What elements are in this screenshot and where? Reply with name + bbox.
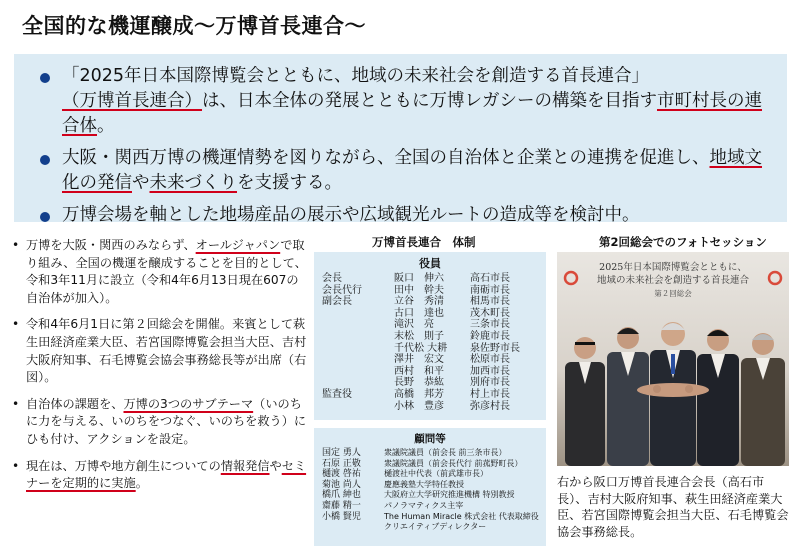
- advisor-name: 菊池 尚人: [322, 479, 361, 490]
- bullet-icon: •: [12, 396, 20, 411]
- detail-point: [8, 396, 308, 449]
- photo-session-image: [557, 252, 789, 466]
- officer-role: 監査役: [322, 388, 352, 400]
- officer-role: [320, 343, 392, 355]
- advisor-position: 慶應義塾大学特任教授: [384, 479, 464, 489]
- advisor-position: 樋渡社中代表（前武雄市長）: [384, 469, 488, 479]
- text-run: （いのちに力を与える、いのちをつなぐ、いのちを救う）にひも付け、アクションを設定。: [26, 396, 307, 446]
- officers-box: [314, 252, 546, 420]
- underlined-phrase: オールジャパン: [195, 238, 281, 252]
- advisor-row: [320, 448, 541, 459]
- officer-position: 村上市長: [470, 388, 510, 400]
- officer-role: [320, 331, 392, 343]
- officer-position: 加西市長: [470, 365, 510, 377]
- text-run: 大阪・関西万博の機運情勢を図りながら、全国の自治体と企業との連携を促進し、: [62, 148, 710, 168]
- text-run: 。: [97, 116, 115, 136]
- text-run: 現在は、万博や地方創生についての: [26, 458, 221, 473]
- summary-box: [14, 54, 787, 225]
- summary-list: [32, 64, 777, 235]
- officer-name: 古口 達也: [394, 307, 444, 319]
- advisor-position: The Human Miracle 株式会社 代表取締役: [384, 511, 539, 521]
- officer-row: [320, 273, 522, 285]
- officers-heading: 役員: [419, 257, 441, 270]
- officer-name: 高橋 邦芳: [394, 388, 444, 400]
- advisors-table: [320, 448, 541, 533]
- text-run: 万博を大阪・関西のみならず、: [26, 238, 196, 252]
- officer-name: 長野 恭紘: [394, 377, 444, 389]
- officer-row: [320, 389, 522, 401]
- advisor-position: 衆議院議員（前会長 前三条市長）: [384, 448, 507, 457]
- officer-role: [320, 377, 392, 389]
- officer-role: 副会長: [322, 296, 352, 308]
- officer-position: 三条市長: [470, 319, 510, 331]
- advisor-row: [320, 459, 541, 470]
- text-run: 万博会場を軸とした地場産品の展示や広域観光ルートの造成等を検討中。: [62, 205, 640, 225]
- underlined-phrase: 未来づくり: [149, 173, 237, 193]
- organization-title: 万博首長連合 体制: [372, 235, 476, 249]
- detail-point: [8, 316, 308, 386]
- officer-name: 澤井 宏文: [394, 354, 444, 366]
- officer-role: [320, 319, 392, 331]
- officer-role: [320, 354, 392, 366]
- advisor-row: [320, 490, 541, 501]
- slide-title: 全国的な機運醸成～万博首長連合～: [22, 14, 366, 38]
- officer-name: 小林 豊彦: [394, 400, 444, 412]
- officer-row: [320, 308, 522, 320]
- summary-point: [32, 203, 777, 228]
- text-run: 。: [135, 476, 148, 491]
- officer-role: [320, 308, 392, 320]
- bullet-dot-icon: [40, 73, 50, 83]
- underlined-phrase: 情報発信: [220, 458, 270, 473]
- officer-position: 別府市長: [470, 377, 510, 389]
- officer-role: 会長: [322, 273, 342, 284]
- officer-role: [320, 401, 392, 413]
- advisors-box: [314, 428, 546, 546]
- officer-role: [320, 366, 392, 378]
- text-run: 令和4年6月1日に第２回総会を開催。来賓として萩生田経済産業大臣、若宮国際博覧会担当大臣、吉村大阪府知事、石毛博覧会協会事務総長等が出席（右図）。: [26, 317, 307, 385]
- bullet-icon: •: [12, 238, 20, 252]
- officer-position: 松原市長: [470, 354, 510, 366]
- advisor-name: 樋渡 啓祐: [322, 469, 361, 480]
- text-run: や: [269, 458, 282, 473]
- officer-row: [320, 285, 522, 297]
- officer-position: 泉佐野市長: [470, 342, 520, 354]
- detail-point: [8, 237, 308, 307]
- banner-line-3: 第２回総会: [654, 289, 692, 298]
- advisor-position: 大阪府立大学研究推進機構 特別教授: [384, 490, 515, 500]
- text-run: で取り組み、全国の機運を醸成することを目的として、令和3年11月に設立（令和4年6月13日現在607の自治体が加入）。: [26, 238, 307, 305]
- bullet-icon: •: [12, 317, 20, 332]
- joined-hands: [637, 383, 709, 397]
- advisor-name: 国定 勇人: [322, 448, 361, 458]
- summary-point: [32, 146, 777, 196]
- underlined-phrase: 万博の3つのサブテーマ: [123, 396, 254, 411]
- officer-role: 会長代行: [322, 284, 362, 296]
- officer-row: [320, 331, 522, 343]
- details-list: [8, 237, 308, 502]
- bullet-dot-icon: [40, 155, 50, 165]
- officer-name: 末松 則子: [394, 330, 444, 342]
- text-run: を支援する。: [237, 173, 342, 193]
- underlined-phrase: （万博首長連合）: [62, 91, 202, 111]
- officer-name: 阪口 伸六: [394, 273, 444, 284]
- officer-position: 弥彦村長: [470, 400, 510, 412]
- underlined-phrase: 地域文化の発信: [62, 148, 762, 193]
- officer-row: [320, 377, 522, 389]
- officer-row: [320, 319, 522, 331]
- officer-position: 南砺市長: [470, 284, 510, 296]
- officer-row: [320, 354, 522, 366]
- photo-title: 第2回総会でのフォトセッション: [599, 235, 767, 249]
- underlined-phrase: 市町村長の連合体: [62, 91, 762, 136]
- officer-name: 西村 和平: [394, 365, 444, 377]
- summary-point: [32, 64, 777, 139]
- officer-position: 鈴鹿市長: [470, 330, 510, 342]
- advisor-position: パノラマティクス主宰: [384, 500, 464, 510]
- text-run: や: [132, 173, 150, 193]
- detail-point: [8, 458, 308, 493]
- text-run: 自治体の課題を、: [26, 396, 124, 411]
- banner-line-1: 2025年日本国際博覧会とともに、: [599, 262, 747, 273]
- advisor-row: [320, 522, 541, 533]
- officer-name: 滝沢 亮: [394, 319, 434, 331]
- officer-name: 田中 幹夫: [394, 284, 444, 296]
- banner-line-2: 地域の未来社会を創造する首長連合: [596, 275, 750, 286]
- advisor-name: 橋爪 紳也: [322, 490, 361, 501]
- text-run: は、日本全体の発展とともに万博レガシーの構築を目指す: [202, 91, 657, 111]
- officers-table: [320, 273, 522, 412]
- advisor-position: 衆議院議員（前会長代行 前菰野町長）: [384, 458, 523, 468]
- officer-name: 立谷 秀清: [394, 296, 444, 308]
- advisor-name: 小橋 賢児: [322, 511, 361, 522]
- officer-position: 茂木町長: [470, 307, 510, 319]
- bullet-icon: •: [12, 458, 20, 473]
- advisor-name: 石原 正敬: [322, 458, 361, 469]
- text-run: 「2025年日本国際博覧会とともに、地域の未来社会を創造する首長連合」: [62, 66, 650, 86]
- advisor-row: [320, 480, 541, 491]
- advisor-name: [320, 522, 382, 533]
- advisor-row: [320, 512, 541, 523]
- advisor-row: [320, 469, 541, 480]
- advisors-heading: 顧問等: [414, 433, 446, 445]
- officer-position: 相馬市長: [470, 296, 510, 308]
- officer-row: [320, 401, 522, 413]
- officer-row: [320, 343, 522, 355]
- advisor-row: [320, 501, 541, 512]
- officer-row: [320, 366, 522, 378]
- advisor-position: クリエイティブディレクター: [384, 522, 487, 532]
- officer-name: 千代松 大耕: [394, 342, 448, 354]
- advisor-name: 齋藤 精一: [322, 500, 361, 511]
- officer-row: [320, 296, 522, 308]
- officer-position: 高石市長: [470, 273, 510, 284]
- photo-caption: 右から阪口万博首長連合会長（高石市長）、吉村大阪府知事、萩生田経済産業大臣、若宮国際博覧会担当大臣、石毛博覧会協会事務総長。: [557, 475, 789, 539]
- underlined-phrase: セミナーを定期的に実施: [26, 458, 307, 491]
- bullet-dot-icon: [40, 212, 50, 222]
